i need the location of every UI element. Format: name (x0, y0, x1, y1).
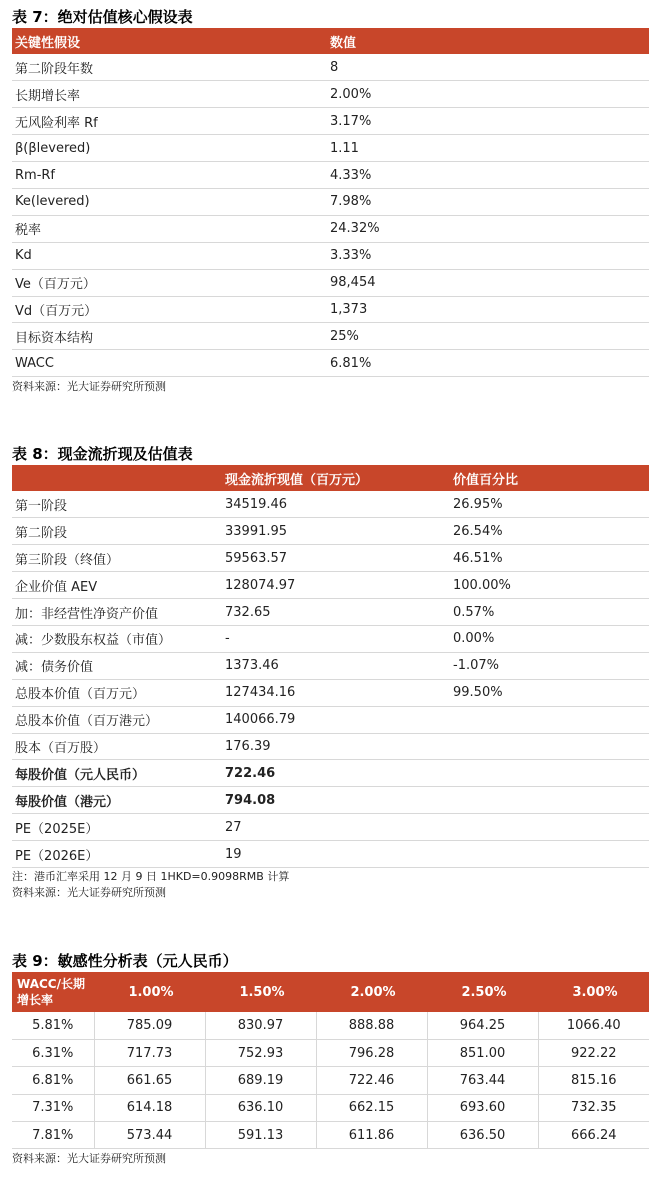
table9-header-cell: 2.00% (350, 984, 396, 1000)
table7-header-row (12, 28, 649, 54)
table8-cell: 每股价值（元人民币） (12, 760, 222, 787)
table9-cell: 611.86 (316, 1122, 427, 1149)
table9-header-row (12, 972, 649, 1012)
table8-cell: 722.46 (222, 760, 450, 787)
table9-cell: 7.81% (12, 1122, 94, 1149)
table9-corner-label: WACC/长期增长率 (17, 977, 85, 1007)
table9-cell: 851.00 (427, 1039, 538, 1066)
table9-cell: 922.22 (538, 1039, 649, 1066)
table9-cell: 614.18 (94, 1094, 205, 1121)
table8-cell: 59563.57 (222, 545, 450, 572)
table7-cell: β(βlevered) (12, 135, 327, 162)
table8-header-cell: 价值百分比 (453, 472, 519, 488)
table7-row (12, 81, 649, 108)
table9-cell: 732.35 (538, 1094, 649, 1121)
table8-cell: 732.65 (222, 599, 450, 626)
table9-cell: 666.24 (538, 1122, 649, 1149)
table7-cell: 98,454 (327, 269, 649, 296)
table9-header-cell: 1.00% (128, 984, 174, 1000)
table7-source: 资料来源：光大证券研究所预测 (12, 380, 166, 394)
table8-cell (450, 760, 649, 787)
table9-cell: 752.93 (205, 1039, 316, 1066)
table7-row (12, 54, 649, 81)
table7-cell: 1,373 (327, 296, 649, 323)
table7-cell: WACC (12, 350, 327, 377)
table8-cell: 176.39 (222, 733, 450, 760)
table8-cell (450, 841, 649, 868)
table8-cell: 26.54% (450, 518, 649, 545)
table8-cell: 99.50% (450, 679, 649, 706)
table9-row (12, 1122, 649, 1149)
table9-cell: 785.09 (94, 1012, 205, 1039)
table9-cell: 636.10 (205, 1094, 316, 1121)
table7-cell: 2.00% (327, 81, 649, 108)
table8-cell: 第一阶段 (12, 491, 222, 518)
table8-row (12, 679, 649, 706)
table7-row (12, 135, 649, 162)
table7-row (12, 162, 649, 189)
table8-row (12, 545, 649, 572)
table7-cell: Vd（百万元） (12, 296, 327, 323)
table8-row (12, 814, 649, 841)
table9-cell: 796.28 (316, 1039, 427, 1066)
table9-header-cell: 3.00% (572, 984, 618, 1000)
table8-cell: PE（2025E） (12, 814, 222, 841)
table9-cell: 6.31% (12, 1039, 94, 1066)
table8-cell (450, 706, 649, 733)
table9 (12, 972, 649, 1149)
table8-row (12, 625, 649, 652)
table8-cell: 第二阶段 (12, 518, 222, 545)
table8-row (12, 706, 649, 733)
table7-row (12, 296, 649, 323)
table9-cell: 5.81% (12, 1012, 94, 1039)
table8-cell: 140066.79 (222, 706, 450, 733)
table8-cell: 企业价值 AEV (12, 572, 222, 599)
table9-cell: 964.25 (427, 1012, 538, 1039)
table8-cell: 100.00% (450, 572, 649, 599)
table8-cell: 128074.97 (222, 572, 450, 599)
table9-cell: 573.44 (94, 1122, 205, 1149)
table9-row (12, 1039, 649, 1066)
table7-cell: 7.98% (327, 188, 649, 215)
table7-cell: Ke(levered) (12, 188, 327, 215)
table8-row (12, 841, 649, 868)
table8-section (12, 443, 649, 901)
table8-cell: 46.51% (450, 545, 649, 572)
table9-header-cell: 1.50% (239, 984, 285, 1000)
table7-cell: Ve（百万元） (12, 269, 327, 296)
table7-cell: 第二阶段年数 (12, 54, 327, 81)
table7-cell: 税率 (12, 215, 327, 242)
table8-cell: 每股价值（港元） (12, 787, 222, 814)
table7-row (12, 323, 649, 350)
table9-cell: 661.65 (94, 1067, 205, 1094)
table9-cell: 717.73 (94, 1039, 205, 1066)
table9-cell: 689.19 (205, 1067, 316, 1094)
table7-cell: 目标资本结构 (12, 323, 327, 350)
table7-cell: 3.33% (327, 242, 649, 269)
table7-row (12, 242, 649, 269)
table7-cell: 1.11 (327, 135, 649, 162)
table7-cell: 长期增长率 (12, 81, 327, 108)
table9-row (12, 1094, 649, 1121)
table7-section (12, 6, 649, 395)
table8-header-cell: 现金流折现值（百万元） (225, 472, 369, 488)
table7-cell: 4.33% (327, 162, 649, 189)
table8-cell: 加：非经营性净资产价值 (12, 599, 222, 626)
table9-cell: 636.50 (427, 1122, 538, 1149)
table7-cell: 8 (327, 54, 649, 81)
table7-row (12, 188, 649, 215)
table7 (12, 28, 649, 377)
table8-cell: 总股本价值（百万元） (12, 679, 222, 706)
table8-cell: 33991.95 (222, 518, 450, 545)
table7-cell: 3.17% (327, 108, 649, 135)
table8-cell: PE（2026E） (12, 841, 222, 868)
table8-source: 资料来源：光大证券研究所预测 (12, 885, 166, 899)
table7-title: 表 7：绝对估值核心假设表 (12, 8, 193, 26)
table8-cell: 减：少数股东权益（市值） (12, 625, 222, 652)
table8-header-row (12, 465, 649, 491)
table7-row (12, 350, 649, 377)
table8-cell: 0.00% (450, 625, 649, 652)
table8-note: 注：港币汇率采用 12 月 9 日 1HKD=0.9098RMB 计算 (12, 869, 290, 883)
table7-cell: 6.81% (327, 350, 649, 377)
table9-header-cell: 2.50% (461, 984, 507, 1000)
table8-cell: -1.07% (450, 652, 649, 679)
table9-cell: 722.46 (316, 1067, 427, 1094)
table9-cell: 763.44 (427, 1067, 538, 1094)
table8 (12, 465, 649, 868)
table9-cell: 662.15 (316, 1094, 427, 1121)
table8-row (12, 518, 649, 545)
table8-cell: - (222, 625, 450, 652)
table7-cell: Rm-Rf (12, 162, 327, 189)
table9-cell: 7.31% (12, 1094, 94, 1121)
table9-row (12, 1067, 649, 1094)
table7-row (12, 108, 649, 135)
table8-cell (450, 814, 649, 841)
table8-row (12, 572, 649, 599)
table8-cell: 股本（百万股） (12, 733, 222, 760)
table9-cell: 830.97 (205, 1012, 316, 1039)
table8-header-cell (12, 465, 222, 491)
table8-cell: 19 (222, 841, 450, 868)
table8-cell: 127434.16 (222, 679, 450, 706)
table8-row (12, 491, 649, 518)
table7-cell: 24.32% (327, 215, 649, 242)
table8-row (12, 787, 649, 814)
table8-cell: 34519.46 (222, 491, 450, 518)
table9-cell: 693.60 (427, 1094, 538, 1121)
table8-cell: 第三阶段（终值） (12, 545, 222, 572)
table9-source: 资料来源：光大证券研究所预测 (12, 1152, 166, 1166)
table9-section (12, 950, 649, 1167)
table7-cell: 无风险利率 Rf (12, 108, 327, 135)
table8-row (12, 652, 649, 679)
table7-header-cell: 关键性假设 (15, 35, 81, 51)
table7-row (12, 215, 649, 242)
table8-cell: 0.57% (450, 599, 649, 626)
table7-cell: Kd (12, 242, 327, 269)
table9-title: 表 9：敏感性分析表（元人民币） (12, 952, 238, 970)
table8-title: 表 8：现金流折现及估值表 (12, 445, 193, 463)
table8-cell: 1373.46 (222, 652, 450, 679)
table7-header-cell: 数值 (330, 35, 357, 51)
table8-cell: 减：债务价值 (12, 652, 222, 679)
table7-row (12, 269, 649, 296)
table9-cell: 591.13 (205, 1122, 316, 1149)
table9-cell: 815.16 (538, 1067, 649, 1094)
table8-cell: 26.95% (450, 491, 649, 518)
table7-cell: 25% (327, 323, 649, 350)
table8-row (12, 760, 649, 787)
table8-cell: 总股本价值（百万港元） (12, 706, 222, 733)
table9-row (12, 1012, 649, 1039)
table8-cell (450, 787, 649, 814)
table9-cell: 888.88 (316, 1012, 427, 1039)
table9-cell: 6.81% (12, 1067, 94, 1094)
table8-cell: 27 (222, 814, 450, 841)
table8-cell: 794.08 (222, 787, 450, 814)
table8-row (12, 599, 649, 626)
table9-cell: 1066.40 (538, 1012, 649, 1039)
table8-row (12, 733, 649, 760)
table8-cell (450, 733, 649, 760)
